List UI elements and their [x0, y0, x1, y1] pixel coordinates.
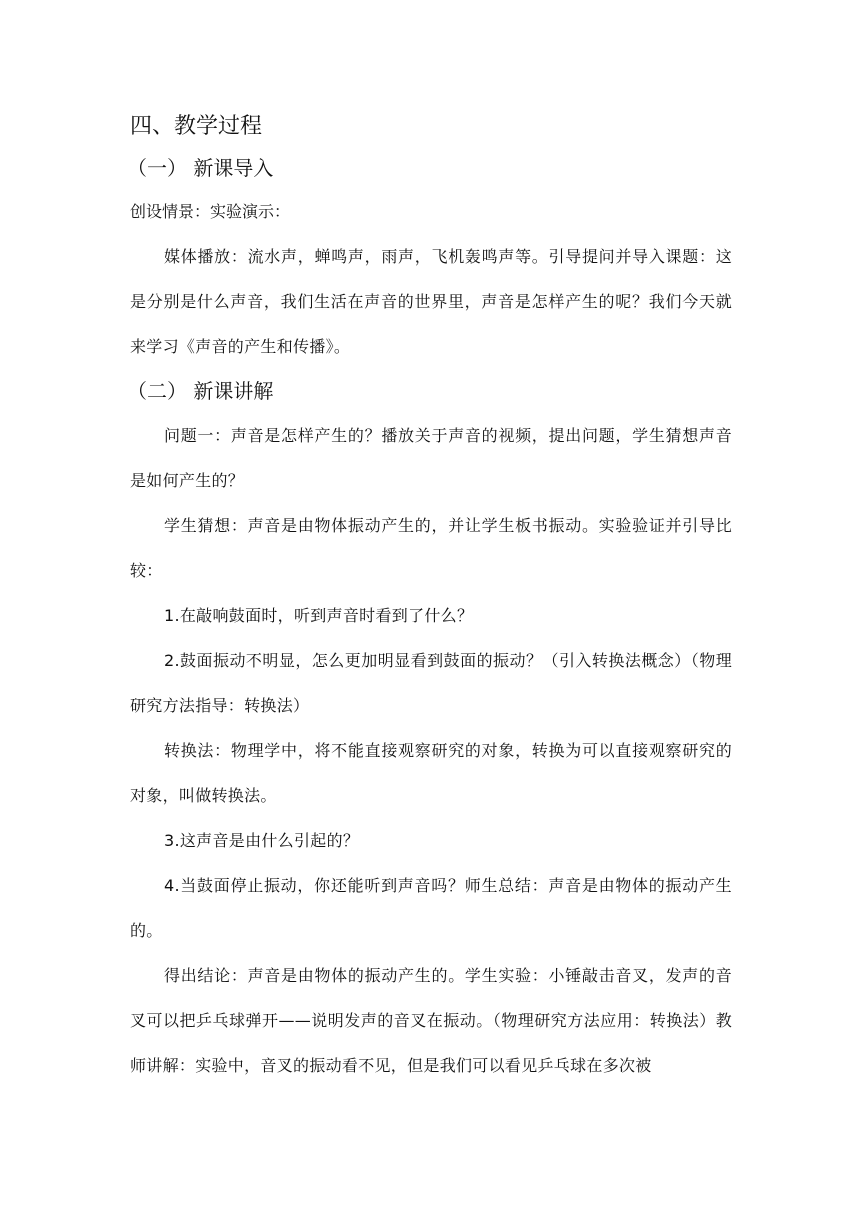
paragraph-item-3: 3.这声音是由什么引起的？ [164, 831, 360, 850]
document-content [127, 108, 732, 1088]
scenario-line: 创设情景：实验演示： [130, 202, 291, 221]
section-title: 四、教学过程 [130, 114, 263, 139]
paragraph-item-2: 2.鼓面振动不明显，怎么更加明显看到鼓面的振动？（引入转换法概念）（物理研究方法指导：转换法） [130, 651, 732, 715]
paragraph-question-one: 问题一：声音是怎样产生的？播放关于声音的视频，提出问题，学生猜想声音是如何产生的？ [130, 426, 732, 490]
part-heading-intro: （一） 新课导入 [127, 156, 274, 180]
paragraph-conversion-method: 转换法：物理学中，将不能直接观察研究的对象，转换为可以直接观察研究的对象，叫做转换法。 [130, 741, 732, 805]
paragraph-item-1: 1.在敲响鼓面时，听到声音时看到了什么？ [164, 606, 474, 625]
paragraph-item-4: 4.当鼓面停止振动，你还能听到声音吗？师生总结：声音是由物体的振动产生的。 [130, 876, 732, 940]
paragraph-conclusion: 得出结论：声音是由物体的振动产生的。学生实验：小锤敲击音叉，发声的音叉可以把乒乓球弹开——说明发声的音叉在振动。（物理研究方法应用：转换法）教师讲解：实验中，音叉的振动看不见，但是我们可以看见乒乓球在多次被 [130, 966, 732, 1075]
paragraph-media: 媒体播放：流水声，蝉鸣声，雨声，飞机轰鸣声等。引导提问并导入课题：这是分别是什么声音，我们生活在声音的世界里，声音是怎样产生的呢？我们今天就来学习《声音的产生和传播》。 [130, 247, 732, 356]
paragraph-student-guess: 学生猜想：声音是由物体振动产生的，并让学生板书振动。实验验证并引导比较： [130, 516, 732, 580]
part-heading-lecture: （二） 新课讲解 [127, 379, 274, 403]
